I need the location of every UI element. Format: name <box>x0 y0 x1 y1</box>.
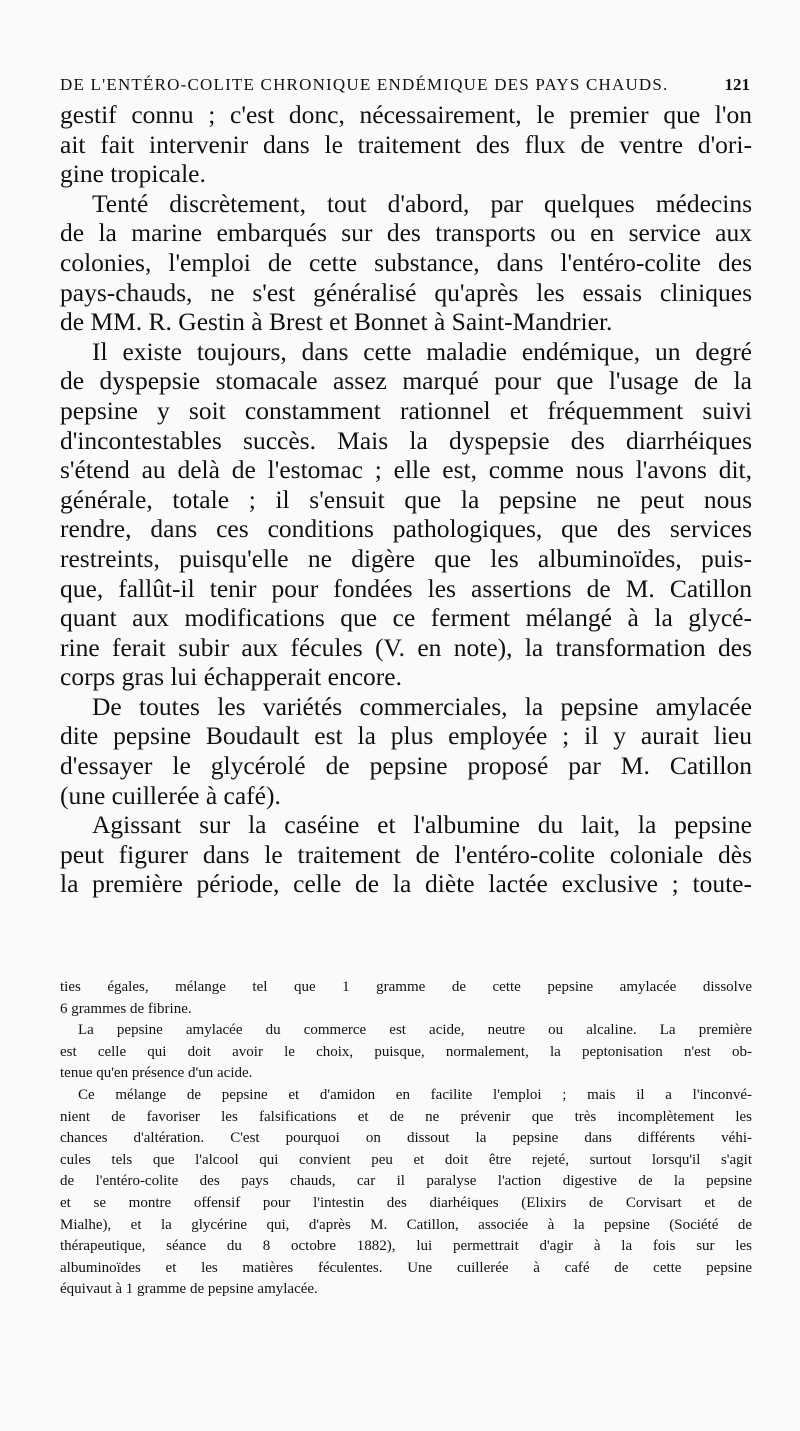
footnote-line: La pepsine amylacée du commerce est acide, neutre ou alcaline. La première <box>78 1022 752 1039</box>
body-line: de MM. R. Gestin à Brest et Bonnet à Saint-Mandrier. <box>60 307 613 337</box>
body-line: corps gras lui échapperait encore. <box>60 662 402 692</box>
body-line: Agissant sur la caséine et l'albumine du lait, la pepsine <box>92 810 752 840</box>
footnote-line: de l'entéro-colite des pays chauds, car il paralyse l'action digestive de la pepsine <box>60 1173 752 1190</box>
footnote-line: thérapeutique, séance du 8 octobre 1882), lui permettrait d'agir à la fois sur les <box>60 1238 752 1255</box>
body-line: d'incontestables succès. Mais la dyspepsie des diarrhéiques <box>60 425 752 455</box>
footnote-line: tenue qu'en présence d'un acide. <box>60 1065 253 1082</box>
body-text <box>60 100 752 899</box>
body-line: De toutes les variétés commerciales, la pepsine amylacée <box>92 691 752 721</box>
footnote-line: est celle qui doit avoir le choix, puisque, normalement, la peptonisation n'est ob- <box>60 1043 752 1060</box>
body-line: de la marine embarqués sur des transports ou en service aux <box>60 218 752 248</box>
body-line: (une cuillerée à café). <box>60 780 281 810</box>
footnote-line: et se montre offensif pour l'intestin des diarhéiques (Elixirs de Corvisart et de <box>60 1194 752 1211</box>
body-line: restreints, puisqu'elle ne digère que les albuminoïdes, puis- <box>60 543 752 573</box>
body-line: que, fallût-il tenir pour fondées les assertions de M. Catillon <box>60 573 752 603</box>
body-line: rendre, dans ces conditions pathologiques, que des services <box>60 514 752 544</box>
body-line: s'étend au delà de l'estomac ; elle est, comme nous l'avons dit, <box>60 455 752 485</box>
footnote-line: ties égales, mélange tel que 1 gramme de cette pepsine amylacée dissolve <box>60 979 752 995</box>
footnote-line: 6 grammes de fibrine. <box>60 1000 192 1017</box>
body-line: Tenté discrètement, tout d'abord, par quelques médecins <box>92 188 752 218</box>
footnote-line: nient de favoriser les falsifications et de ne prévenir que très incomplètement les <box>60 1108 752 1125</box>
body-line: pays-chauds, ne s'est généralisé qu'après les essais cliniques <box>60 277 752 307</box>
footnote <box>60 977 752 1301</box>
page-number: 121 <box>724 75 750 94</box>
body-line: Il existe toujours, dans cette maladie endémique, un degré <box>92 336 752 366</box>
body-line: peut figurer dans le traitement de l'entéro-colite coloniale dès <box>60 839 752 869</box>
body-line: colonies, l'emploi de cette substance, dans l'entéro-colite des <box>60 247 752 277</box>
body-line: la première période, celle de la diète lactée exclusive ; toute- <box>60 869 752 899</box>
footnote-line: cules tels que l'alcool qui convient peu et doit être rejeté, surtout lorsqu'il s'agit <box>60 1151 752 1168</box>
footnote-line: équivaut à 1 gramme de pepsine amylacée. <box>60 1281 318 1298</box>
running-header <box>60 75 750 95</box>
body-line: ait fait intervenir dans le traitement des flux de ventre d'ori- <box>60 129 752 159</box>
body-line: dite pepsine Boudault est la plus employée ; il y aurait lieu <box>60 721 752 751</box>
footnote-line: chances d'altération. C'est pourquoi on dissout la pepsine dans différents véhi- <box>60 1130 752 1147</box>
body-line: gine tropicale. <box>60 159 206 189</box>
body-line: gestif connu ; c'est donc, nécessairement, le premier que l'on <box>60 100 752 129</box>
footnote-line: Mialhe), et la glycérine qui, d'après M. Catillon, associée à la pepsine (Société de <box>60 1216 752 1233</box>
body-line: générale, totale ; il s'ensuit que la pepsine ne peut nous <box>60 484 752 514</box>
footnote-line: albuminoïdes et les matières féculentes. Une cuillerée à café de cette pepsine <box>60 1259 752 1276</box>
body-line: pepsine y soit constamment rationnel et fréquemment suivi <box>60 395 752 425</box>
body-line: quant aux modifications que ce ferment mélangé à la glycé- <box>60 603 752 633</box>
body-line: de dyspepsie stomacale assez marqué pour que l'usage de la <box>60 366 752 396</box>
body-line: d'essayer le glycérolé de pepsine proposé par M. Catillon <box>60 751 752 781</box>
body-line: rine ferait subir aux fécules (V. en note), la transformation des <box>60 632 752 662</box>
footnote-line: Ce mélange de pepsine et d'amidon en facilite l'emploi ; mais il a l'inconvé- <box>78 1086 752 1103</box>
running-title: DE L'ENTÉRO-COLITE CHRONIQUE ENDÉMIQUE DES PAYS CHAUDS. <box>60 75 669 94</box>
